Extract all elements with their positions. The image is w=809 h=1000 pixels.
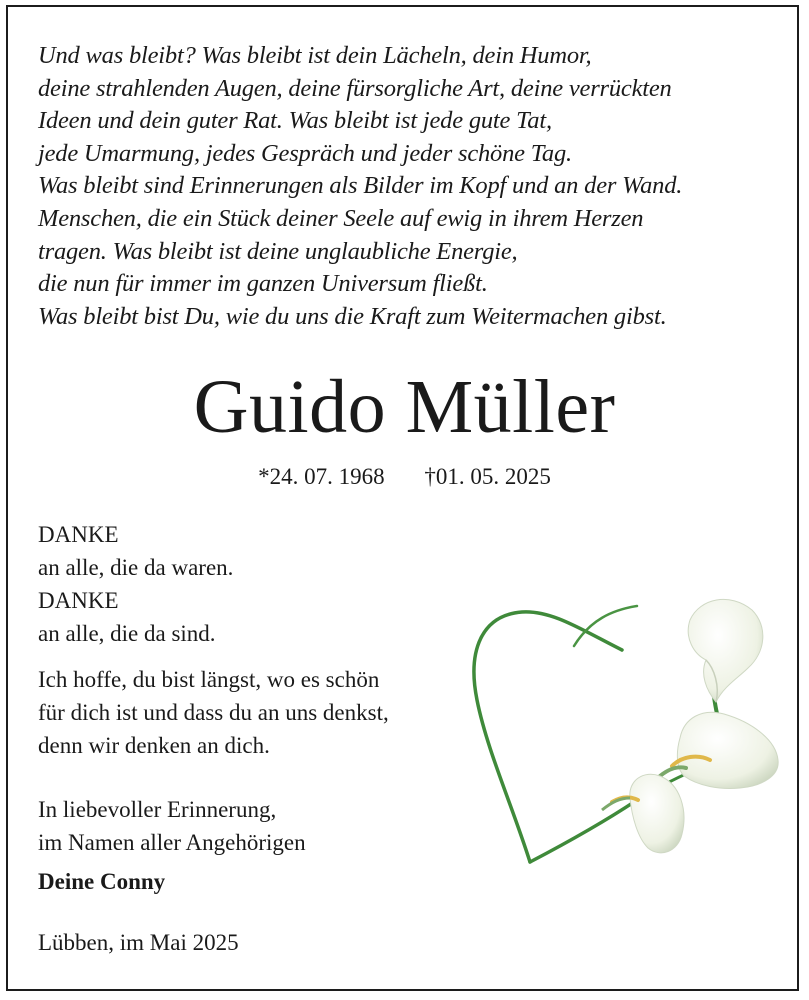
death-date: †01. 05. 2025	[424, 464, 551, 489]
thanks-line: DANKE	[38, 522, 119, 547]
message-line: Ich hoffe, du bist längst, wo es schön	[38, 667, 380, 692]
place-date: Lübben, im Mai 2025	[38, 930, 239, 955]
thanks-line: an alle, die da waren.	[38, 555, 234, 580]
message-line: für dich ist und dass du an uns denkst,	[38, 700, 389, 725]
message-line: denn wir denken an dich.	[38, 733, 270, 758]
thanks-line: an alle, die da sind.	[38, 621, 216, 646]
poem-line: deine strahlenden Augen, deine fürsorgliche Art, deine verrückten	[38, 74, 672, 102]
heart-calla-lily-icon	[462, 590, 792, 900]
poem-line: Und was bleibt? Was bleibt ist dein Lächeln, dein Humor,	[38, 42, 592, 69]
signoff-block	[38, 793, 306, 859]
poem-line: Ideen und dein guter Rat. Was bleibt ist jede gute Tat,	[38, 107, 552, 135]
poem-line: tragen. Was bleibt ist deine unglaubliche Energie,	[38, 237, 518, 265]
message-block	[38, 663, 389, 762]
signoff-line: In liebevoller Erinnerung,	[38, 797, 277, 822]
life-dates	[0, 462, 809, 492]
signature: Deine Conny	[38, 869, 166, 894]
thanks-block	[38, 518, 233, 650]
deceased-name: Guido Müller	[193, 365, 616, 449]
birth-date: *24. 07. 1968	[258, 464, 385, 489]
poem-line: Menschen, die ein Stück deiner Seele auf ewig in ihrem Herzen	[38, 204, 644, 232]
poem	[38, 40, 778, 333]
signoff-line: im Namen aller Angehörigen	[38, 830, 306, 855]
poem-line: jede Umarmung, jedes Gespräch und jeder schöne Tag.	[38, 139, 572, 167]
poem-line: Was bleibt bist Du, wie du uns die Kraft zum Weitermachen gibst.	[38, 302, 667, 330]
thanks-line: DANKE	[38, 588, 119, 613]
poem-line: Was bleibt sind Erinnerungen als Bilder im Kopf und an der Wand.	[38, 172, 683, 200]
poem-line: die nun für immer im ganzen Universum fließt.	[38, 270, 488, 298]
